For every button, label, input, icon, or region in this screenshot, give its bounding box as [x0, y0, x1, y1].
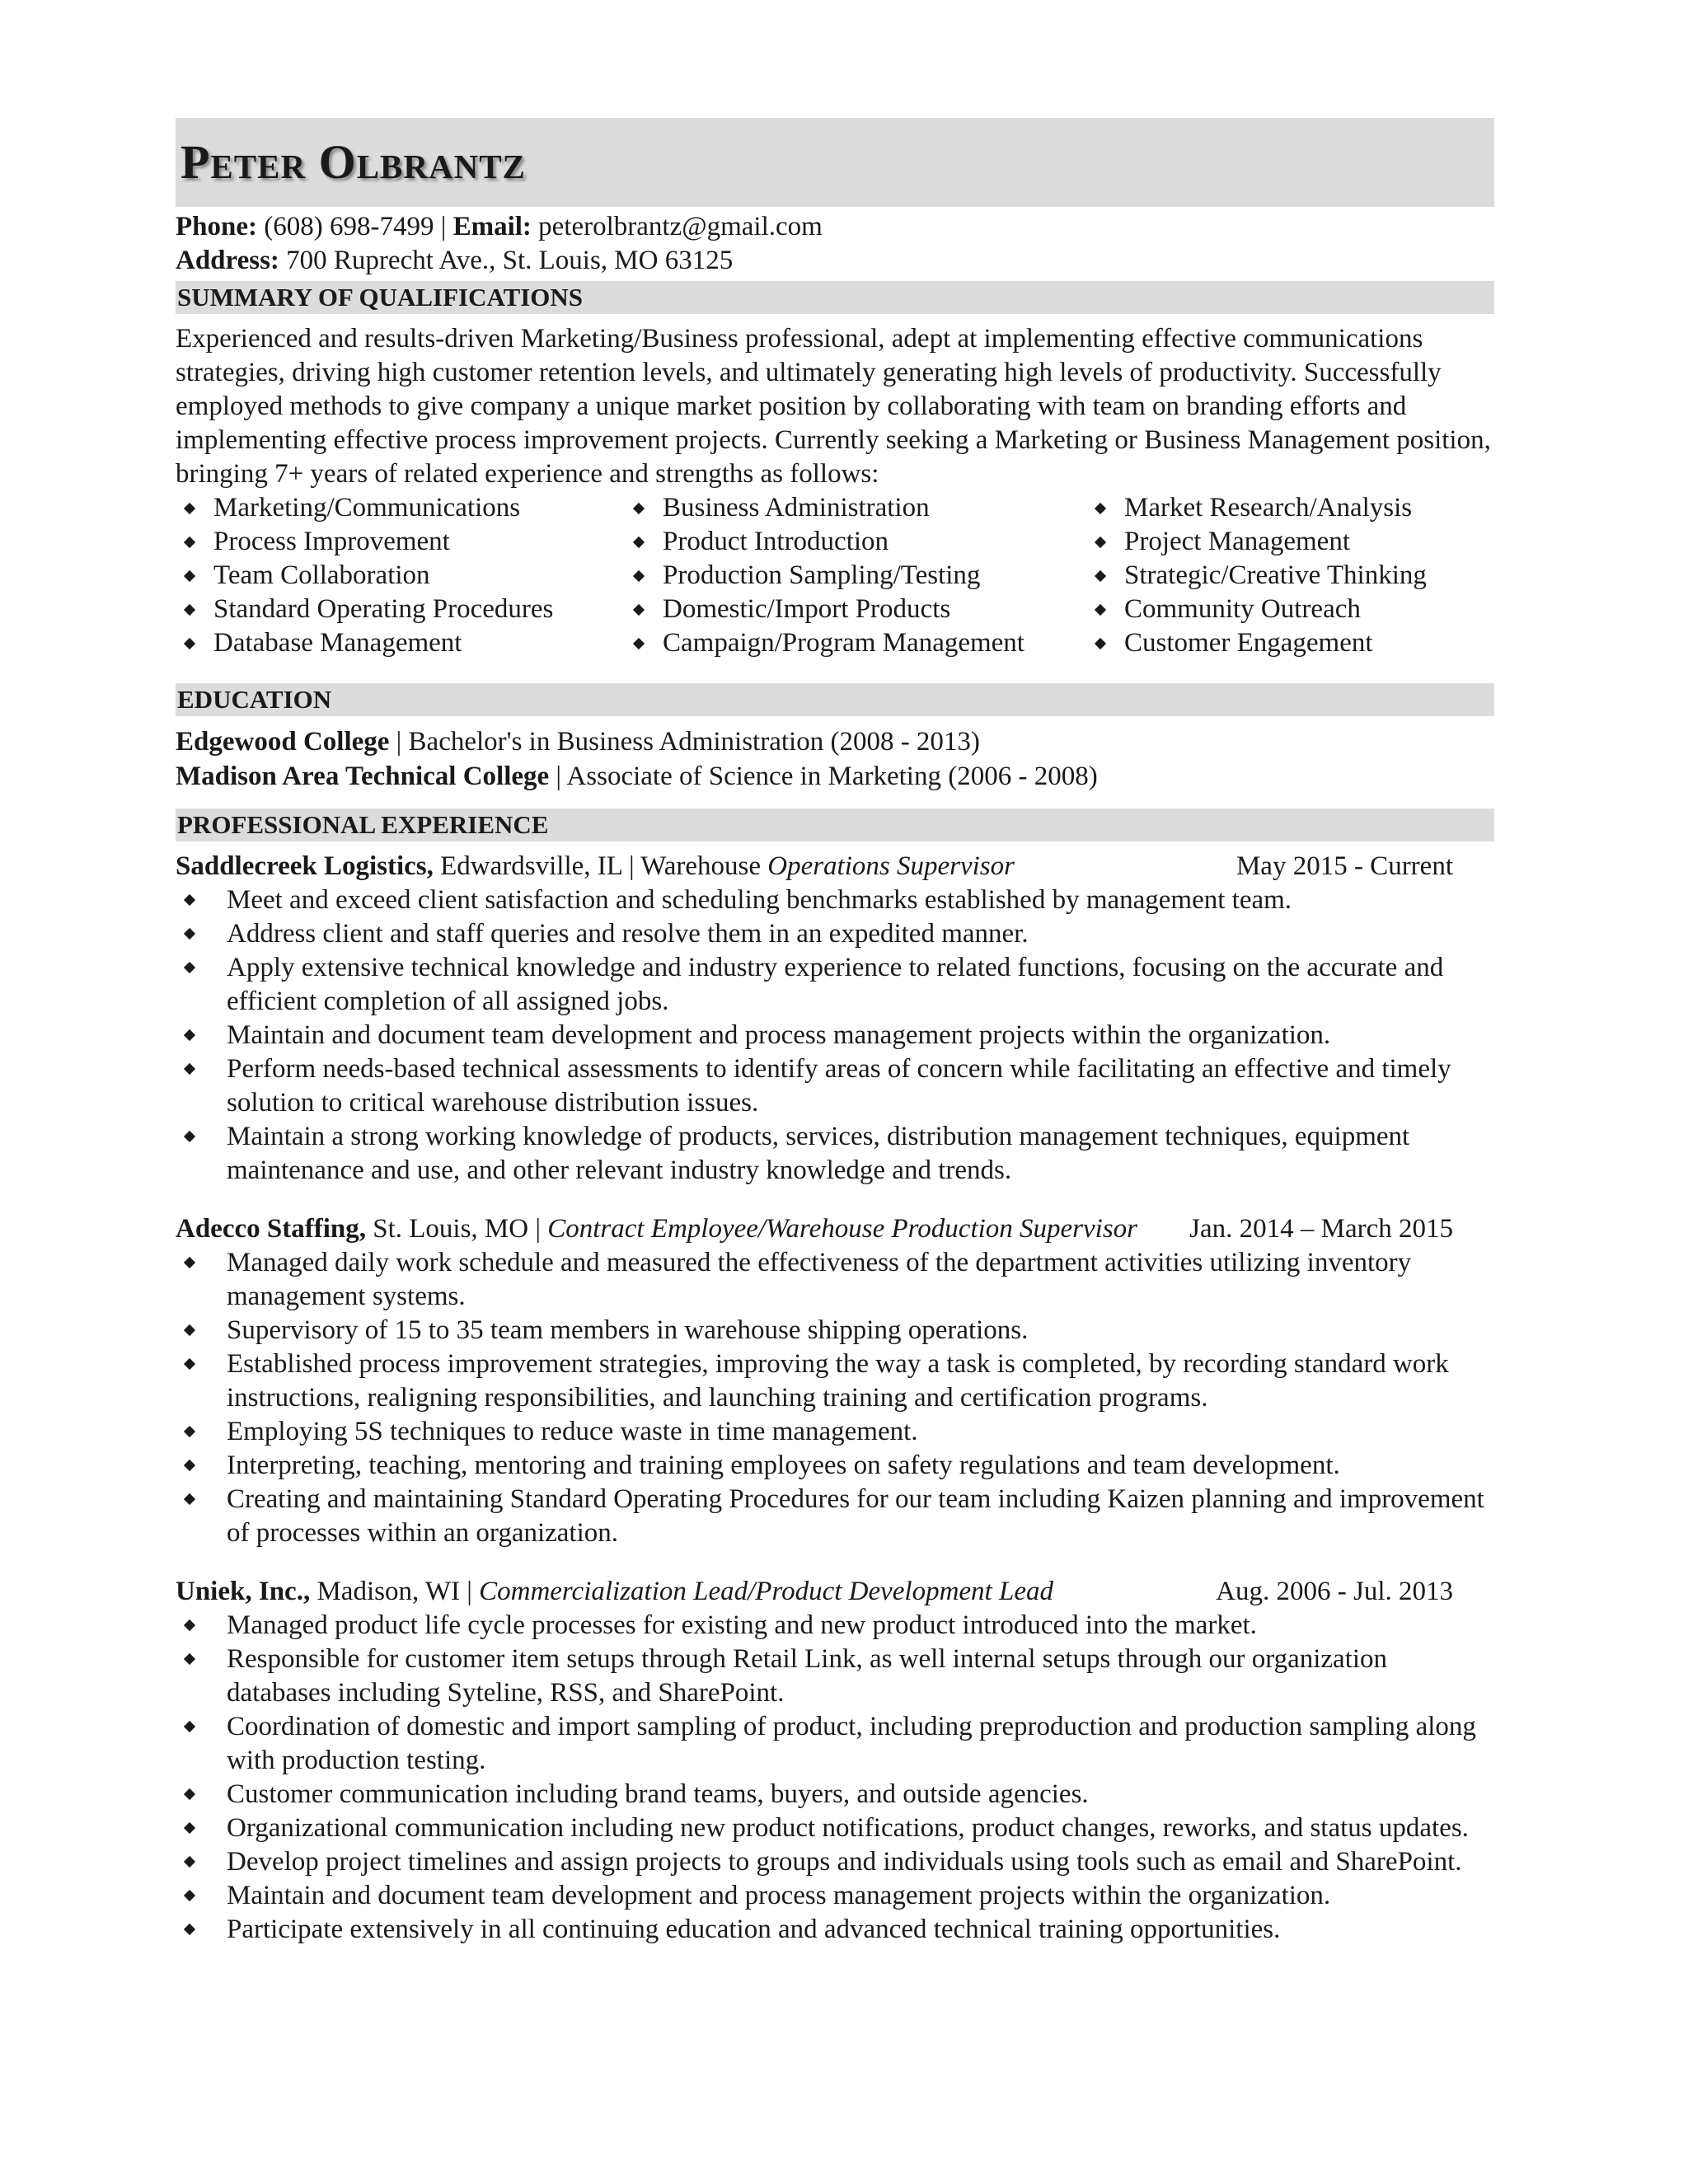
- skill-item: [1086, 491, 1494, 525]
- company-name: Saddlecreek Logistics,: [176, 851, 434, 881]
- candidate-name: Peter Olbrantz: [181, 135, 526, 189]
- bullet-icon: [184, 1619, 195, 1631]
- job-dates: May 2015 - Current: [1236, 851, 1453, 881]
- bullet-icon: [1095, 603, 1106, 615]
- job-bullet-text: Apply extensive technical knowledge and industry experience to related functions, focusing on the accurate and efficient completion of all assigned jobs.: [227, 953, 1444, 1016]
- bullet-icon: [184, 1721, 195, 1732]
- job-bullet: [176, 1449, 1494, 1483]
- job-bullet: [176, 1845, 1494, 1879]
- job-bullet: [176, 1778, 1494, 1811]
- skill-item: [176, 559, 625, 593]
- skill-label: Database Management: [213, 628, 462, 658]
- name-banner: [176, 118, 1494, 207]
- job-bullets: [176, 1609, 1494, 1947]
- job-bullet: [176, 1879, 1494, 1913]
- skill-item: [625, 525, 1086, 559]
- skill-item: [176, 626, 625, 660]
- job-bullet-text: Meet and exceed client satisfaction and scheduling benchmarks established by management team.: [227, 885, 1292, 915]
- skill-label: Process Improvement: [213, 527, 450, 556]
- contact-line-2: [176, 244, 1494, 278]
- separator: |: [460, 1577, 480, 1606]
- job-bullet-text: Organizational communication including new product notifications, product changes, reworks, and status updates.: [227, 1813, 1469, 1843]
- bullet-icon: [1095, 569, 1106, 581]
- bullet-icon: [633, 536, 645, 547]
- job-bullet: [176, 1609, 1494, 1643]
- skill-label: Customer Engagement: [1124, 628, 1373, 658]
- job-bullet: [176, 1052, 1494, 1120]
- skill-item: [625, 491, 1086, 525]
- bullet-icon: [184, 1426, 195, 1437]
- bullet-icon: [633, 502, 645, 513]
- job-title: Commercialization Lead/Product Development Lead: [479, 1577, 1053, 1606]
- job-bullets: [176, 883, 1494, 1188]
- bullet-icon: [184, 928, 195, 940]
- job-bullet: [176, 883, 1494, 917]
- degree-detail: Bachelor's in Business Administration (2008 - 2013): [408, 727, 980, 757]
- experience-heading: PROFESSIONAL EXPERIENCE: [176, 808, 1494, 841]
- skills-grid: [176, 491, 1494, 660]
- skill-label: Community Outreach: [1124, 594, 1361, 624]
- school-name: Edgewood College: [176, 727, 390, 757]
- skill-item: [176, 491, 625, 525]
- bullet-icon: [184, 1493, 195, 1505]
- school-name: Madison Area Technical College: [176, 762, 550, 791]
- skill-label: Project Management: [1124, 527, 1350, 556]
- bullet-icon: [184, 1131, 195, 1142]
- bullet-icon: [1095, 536, 1106, 547]
- address-label: Address:: [176, 246, 279, 275]
- skill-label: Campaign/Program Management: [663, 628, 1025, 658]
- job-header: [176, 1212, 1494, 1246]
- job-bullet-text: Managed product life cycle processes for existing and new product introduced into the market.: [227, 1610, 1257, 1640]
- education-list: [176, 724, 1494, 794]
- bullet-icon: [184, 1890, 195, 1901]
- job-bullet: [176, 1710, 1494, 1778]
- job-bullet: [176, 1314, 1494, 1347]
- skill-item: [1086, 626, 1494, 660]
- job-bullet: [176, 1246, 1494, 1314]
- job-bullet-text: Participate extensively in all continuing education and advanced technical training opportunities.: [227, 1915, 1281, 1944]
- bullet-icon: [633, 569, 645, 581]
- address-value: 700 Ruprecht Ave., St. Louis, MO 63125: [286, 246, 734, 275]
- skill-item: [1086, 525, 1494, 559]
- skill-label: Marketing/Communications: [213, 493, 521, 523]
- job-bullet-text: Maintain and document team development and process management projects within the organization.: [227, 1881, 1331, 1910]
- bullet-icon: [184, 1324, 195, 1336]
- job-header: [176, 850, 1494, 883]
- job-title-prefix: Warehouse: [640, 851, 761, 881]
- job-bullet: [176, 1120, 1494, 1188]
- company-name: Uniek, Inc.,: [176, 1577, 311, 1606]
- skill-item: [625, 593, 1086, 626]
- job-bullet: [176, 951, 1494, 1019]
- job-bullet: [176, 1483, 1494, 1550]
- job-bullet: [176, 1019, 1494, 1052]
- skill-item: [1086, 593, 1494, 626]
- separator: |: [528, 1214, 548, 1244]
- separator: |: [389, 727, 409, 757]
- summary-text: Experienced and results-driven Marketing/Business professional, adept at implementing effective communications strategies, driving high customer retention levels, and ultimately generating high levels of productivity. Successfully employed methods to give company a unique market position by collaborating with team on branding efforts and implementing effective process improvement projects. Currently seeking a Marketing or Business Management position, bringing 7+ years of related experience and strengths as follows:: [176, 324, 1491, 489]
- bullet-icon: [184, 637, 195, 649]
- job-header-left: [176, 1575, 1053, 1609]
- education-heading: EDUCATION: [176, 683, 1494, 716]
- job-entry: [176, 850, 1494, 1188]
- job-entry: [176, 1575, 1494, 1947]
- job-dates: Jan. 2014 – March 2015: [1189, 1214, 1453, 1244]
- bullet-icon: [184, 1653, 195, 1665]
- job-bullet-text: Perform needs-based technical assessments to identify areas of concern while facilitating an effective and timely solution to critical warehouse distribution issues.: [227, 1054, 1451, 1118]
- degree-detail: Associate of Science in Marketing (2006 - 2008): [566, 762, 1098, 791]
- bullet-icon: [184, 894, 195, 906]
- separator: |: [549, 762, 567, 791]
- skill-label: Market Research/Analysis: [1124, 493, 1413, 523]
- contact-line-1: [176, 210, 1494, 244]
- job-bullet-text: Managed daily work schedule and measured the effectiveness of the department activities utilizing inventory management systems.: [227, 1248, 1412, 1311]
- experience-list: [176, 850, 1494, 1947]
- job-location: St. Louis, MO: [373, 1214, 529, 1244]
- job-bullet-text: Develop project timelines and assign projects to groups and individuals using tools such as email and SharePoint.: [227, 1847, 1462, 1877]
- job-location: Edwardsville, IL: [440, 851, 622, 881]
- job-bullet-text: Maintain and document team development and process management projects within the organization.: [227, 1020, 1331, 1050]
- job-bullet: [176, 917, 1494, 951]
- job-bullet-text: Customer communication including brand teams, buyers, and outside agencies.: [227, 1779, 1089, 1809]
- bullet-icon: [184, 1257, 195, 1268]
- email-value[interactable]: peterolbrantz@gmail.com: [538, 212, 823, 241]
- bullet-icon: [184, 502, 195, 513]
- job-bullet: [176, 1643, 1494, 1710]
- email-label: Email:: [452, 212, 532, 241]
- skill-item: [625, 626, 1086, 660]
- job-title: Operations Supervisor: [767, 851, 1015, 881]
- bullet-icon: [633, 603, 645, 615]
- job-bullet-text: Responsible for customer item setups through Retail Link, as well internal setups through our organization databases including Syteline, RSS, and SharePoint.: [227, 1644, 1388, 1708]
- skill-item: [625, 559, 1086, 593]
- bullet-icon: [184, 1029, 195, 1041]
- job-header-left: [176, 1212, 1137, 1246]
- skill-label: Standard Operating Procedures: [213, 594, 554, 624]
- bullet-icon: [184, 536, 195, 547]
- contact-block: [176, 210, 1494, 278]
- job-bullet: [176, 1415, 1494, 1449]
- job-bullet-text: Established process improvement strategies, improving the way a task is completed, by recording standard work instructions, realigning responsibilities, and launching training and certification programs.: [227, 1349, 1449, 1413]
- spacer: [176, 1188, 1494, 1212]
- phone-value: (608) 698-7499: [264, 212, 434, 241]
- job-entry: [176, 1212, 1494, 1550]
- separator: |: [434, 212, 453, 241]
- skill-label: Business Administration: [663, 493, 930, 523]
- resume-page: [176, 118, 1494, 1947]
- job-bullet-text: Interpreting, teaching, mentoring and training employees on safety regulations and team development.: [227, 1451, 1340, 1480]
- separator: |: [621, 851, 641, 881]
- bullet-icon: [184, 603, 195, 615]
- bullet-icon: [184, 1063, 195, 1075]
- bullet-icon: [184, 569, 195, 581]
- job-header: [176, 1575, 1494, 1609]
- job-location: Madison, WI: [316, 1577, 460, 1606]
- bullet-icon: [184, 1460, 195, 1471]
- job-bullet-text: Creating and maintaining Standard Operating Procedures for our team including Kaizen planning and improvement of processes within an organization.: [227, 1484, 1484, 1548]
- job-bullet-text: Address client and staff queries and resolve them in an expedited manner.: [227, 919, 1029, 949]
- bullet-icon: [184, 1358, 195, 1370]
- bullet-icon: [1095, 502, 1106, 513]
- job-bullet-text: Employing 5S techniques to reduce waste in time management.: [227, 1417, 918, 1446]
- education-item: [176, 759, 1494, 794]
- bullet-icon: [184, 1788, 195, 1800]
- skill-item: [1086, 559, 1494, 593]
- bullet-icon: [184, 1924, 195, 1935]
- job-bullets: [176, 1246, 1494, 1550]
- job-bullet-text: Maintain a strong working knowledge of products, services, distribution management techniques, equipment maintenance and use, and other relevant industry knowledge and trends.: [227, 1122, 1410, 1185]
- skill-label: Team Collaboration: [213, 560, 430, 590]
- skill-label: Strategic/Creative Thinking: [1124, 560, 1427, 590]
- job-bullet: [176, 1347, 1494, 1415]
- bullet-icon: [1095, 637, 1106, 649]
- skill-label: Domestic/Import Products: [663, 594, 951, 624]
- job-header-left: [176, 850, 1015, 883]
- job-title: Contract Employee/Warehouse Production Supervisor: [547, 1214, 1138, 1244]
- bullet-icon: [633, 637, 645, 649]
- summary-heading: SUMMARY OF QUALIFICATIONS: [176, 281, 1494, 314]
- spacer: [176, 1550, 1494, 1575]
- job-bullet-text: Coordination of domestic and import sampling of product, including preproduction and production sampling along with production testing.: [227, 1712, 1476, 1775]
- bullet-icon: [184, 1856, 195, 1868]
- skill-item: [176, 593, 625, 626]
- company-name: Adecco Staffing,: [176, 1214, 366, 1244]
- skill-label: Product Introduction: [663, 527, 889, 556]
- skill-label: Production Sampling/Testing: [663, 560, 981, 590]
- job-bullet: [176, 1811, 1494, 1845]
- bullet-icon: [184, 962, 195, 973]
- job-bullet-text: Supervisory of 15 to 35 team members in warehouse shipping operations.: [227, 1315, 1029, 1345]
- phone-label: Phone:: [176, 212, 257, 241]
- job-dates: Aug. 2006 - Jul. 2013: [1216, 1577, 1453, 1606]
- skill-item: [176, 525, 625, 559]
- education-item: [176, 724, 1494, 759]
- job-bullet: [176, 1913, 1494, 1947]
- bullet-icon: [184, 1822, 195, 1834]
